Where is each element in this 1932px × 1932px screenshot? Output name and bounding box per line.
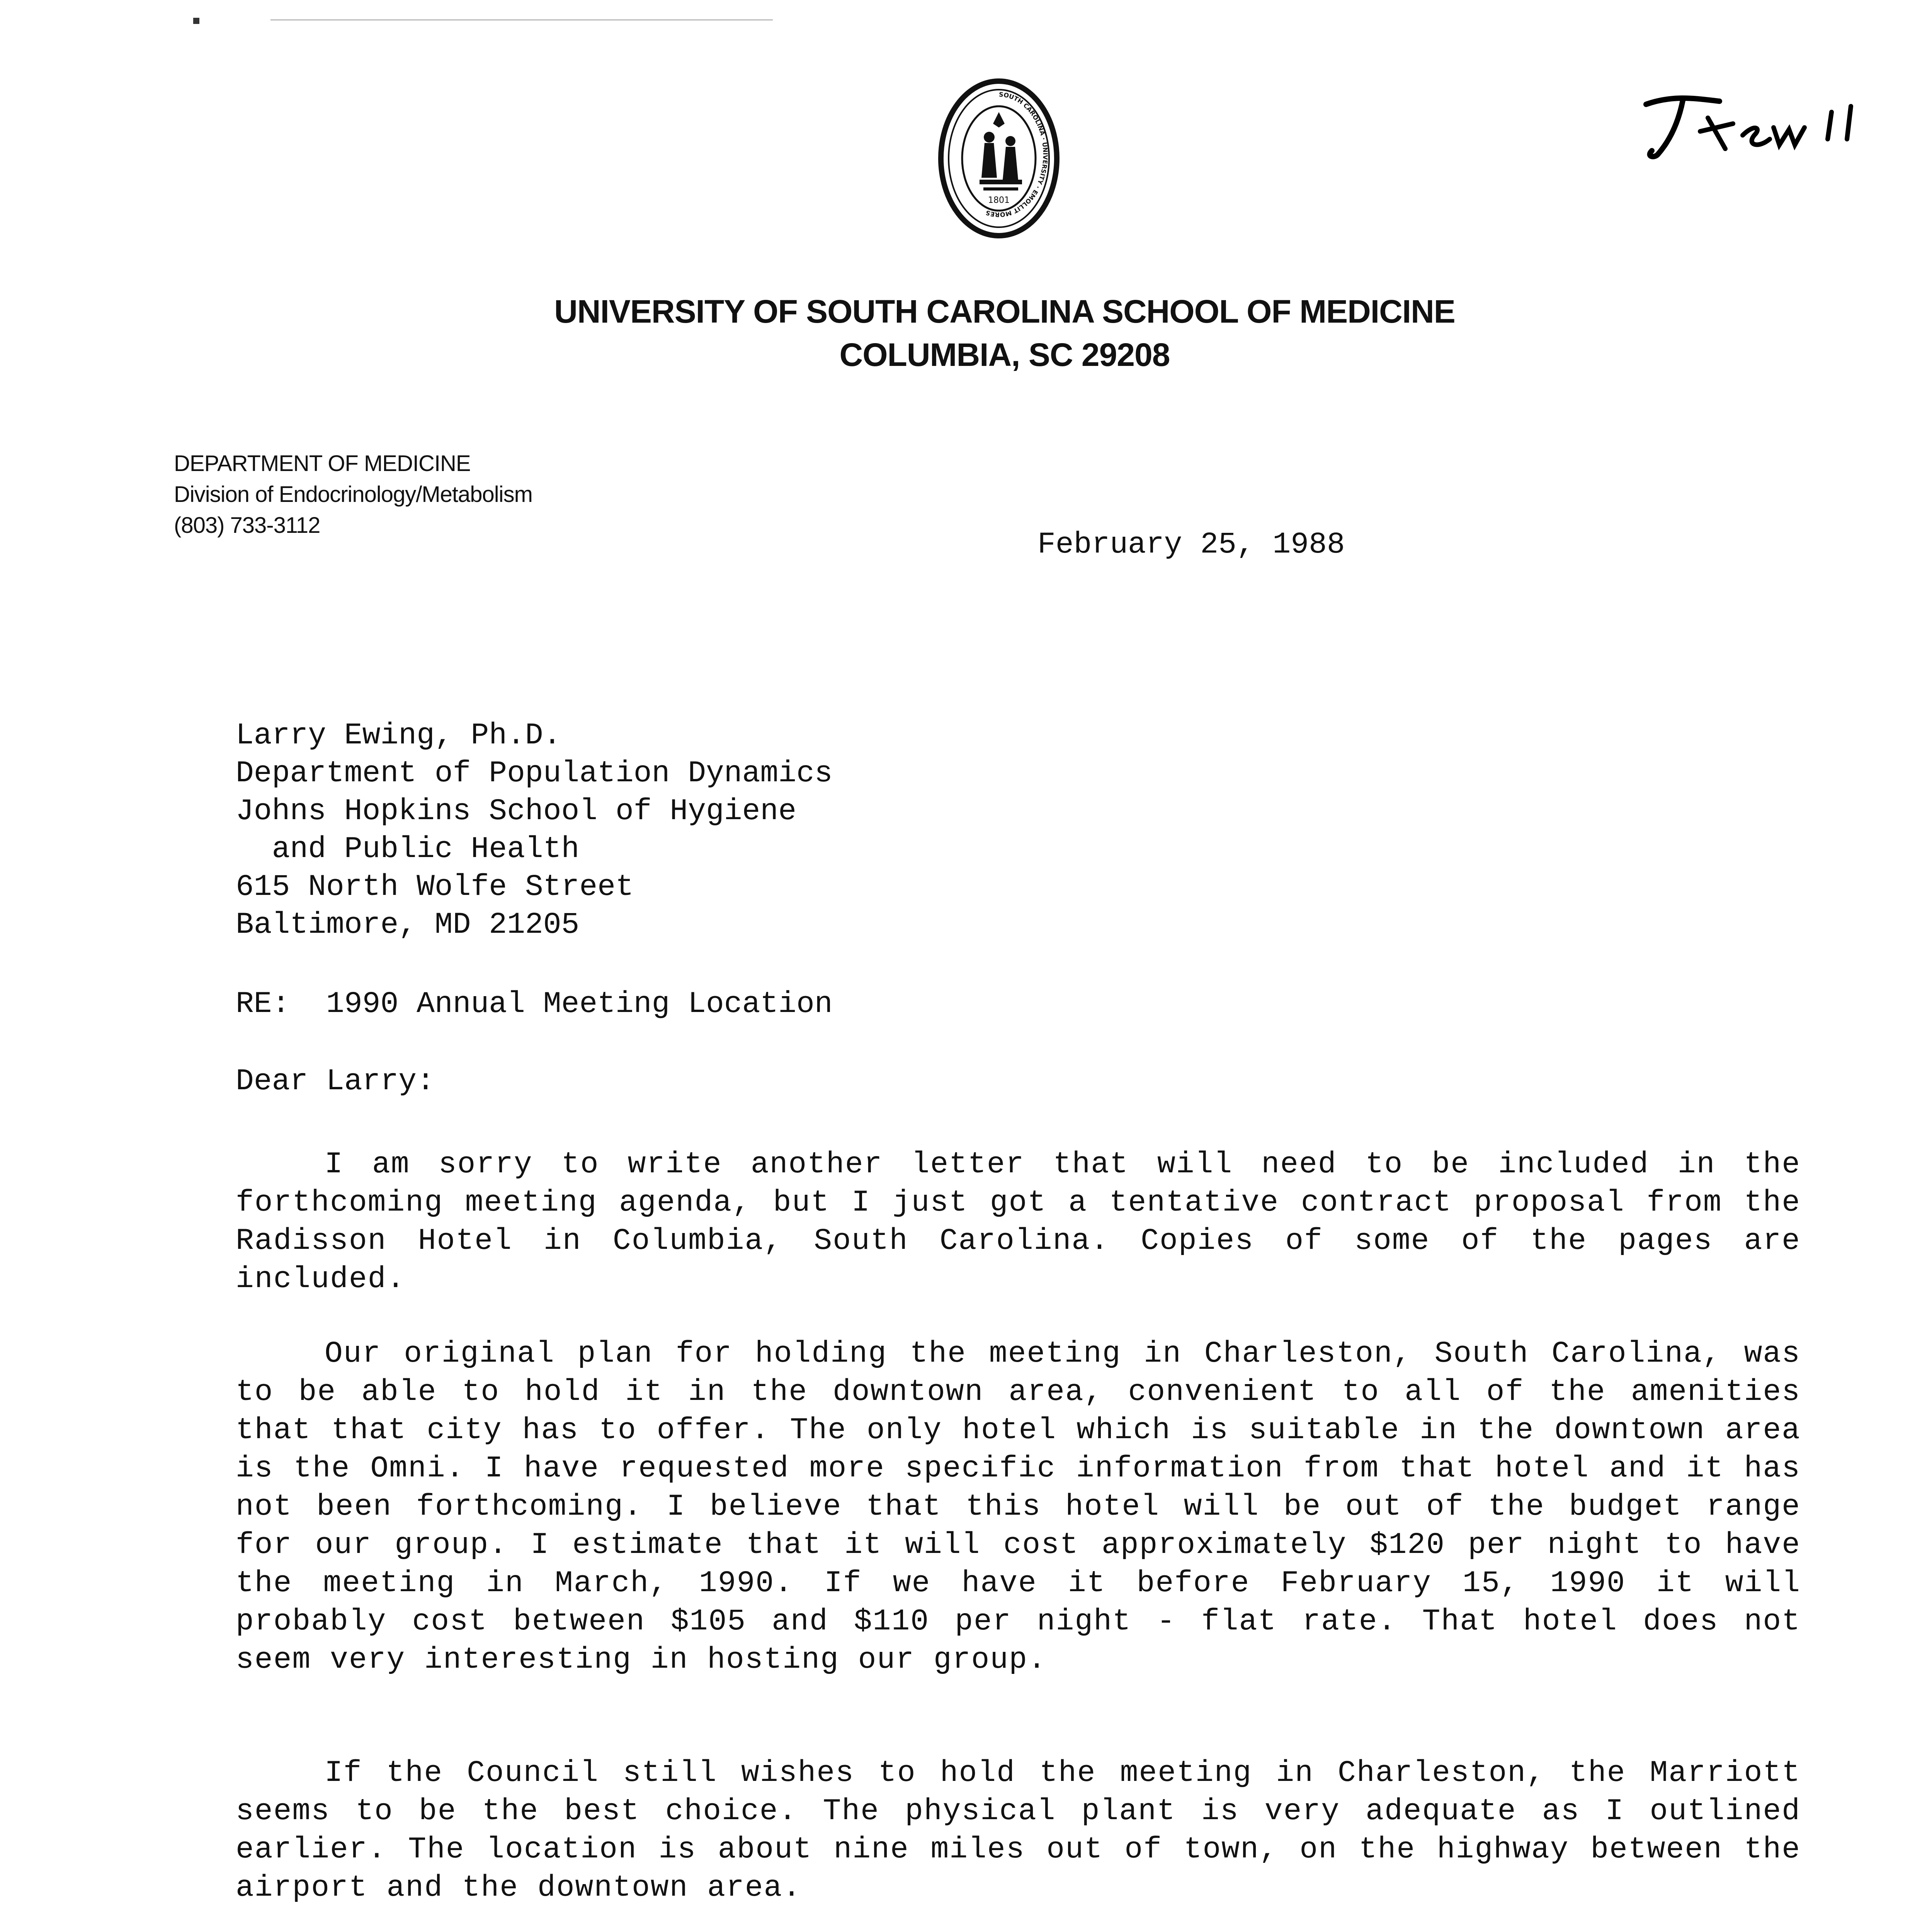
department-name: DEPARTMENT OF MEDICINE [174, 451, 471, 476]
addressee-line: Larry Ewing, Ph.D. [236, 719, 561, 753]
letter-date: February 25, 1988 [1037, 528, 1345, 562]
salutation: Dear Larry: [236, 1065, 435, 1099]
addressee-line: 615 North Wolfe Street [236, 870, 634, 904]
letterhead-institution: UNIVERSITY OF SOUTH CAROLINA SCHOOL OF MEDICINE [554, 293, 1455, 330]
department-phone: (803) 733-3112 [174, 513, 320, 538]
university-seal-logo [935, 70, 1063, 247]
addressee-block [236, 717, 1240, 944]
scan-speck [193, 18, 199, 24]
handwritten-item-note [1631, 77, 1886, 166]
department-block [174, 448, 715, 541]
scan-speck [270, 19, 773, 20]
seal-ring-text: SOUTH CAROLINA · UNIVERSITY · EMOLLIT MORES [985, 90, 1049, 219]
body-paragraph: If the Council still wishes to hold the meeting in Charleston, the Marriott seems to be the best choice. The physical plant is very adequate as I outlined earlier. The location is about nine miles out of town, on the highway between the airport and the downtown area. [236, 1756, 1801, 1905]
addressee-line: and Public Health [236, 832, 580, 866]
division-name: Division of Endocrinology/Metabolism [174, 482, 532, 507]
subject-line: RE: 1990 Annual Meeting Location [236, 987, 833, 1021]
seal-year: 1801 [988, 196, 1010, 205]
letterhead [483, 290, 1526, 376]
body-paragraph: I am sorry to write another letter that will need to be included in the forthcoming meeting agenda, but I just got a tentative contract proposal from the Radisson Hotel in Columbia, South Carolina. Copies of some of the pages are included. [236, 1148, 1801, 1296]
addressee-line: Johns Hopkins School of Hygiene [236, 794, 797, 828]
addressee-line: Department of Population Dynamics [236, 757, 833, 791]
letterhead-city: COLUMBIA, SC 29208 [839, 337, 1170, 373]
body-paragraph: Our original plan for holding the meeting in Charleston, South Carolina, was to be able to hold it in the downtown area, convenient to all of the amenities that that city has to offer. The only hotel which is suitable in the downtown area is the Omni. I have requested more specific information from that hotel and it has not been forthcoming. I believe that this hotel will be out of the budget range for our group. I estimate that it will cost approximately $120 per night to have the meeting in March, 1990. If we have it before February 15, 1990 it will probably cost between $105 and $110 per night - flat rate. That hotel does not seem very interesting in hosting our group. [236, 1337, 1801, 1677]
addressee-line: Baltimore, MD 21205 [236, 908, 580, 942]
